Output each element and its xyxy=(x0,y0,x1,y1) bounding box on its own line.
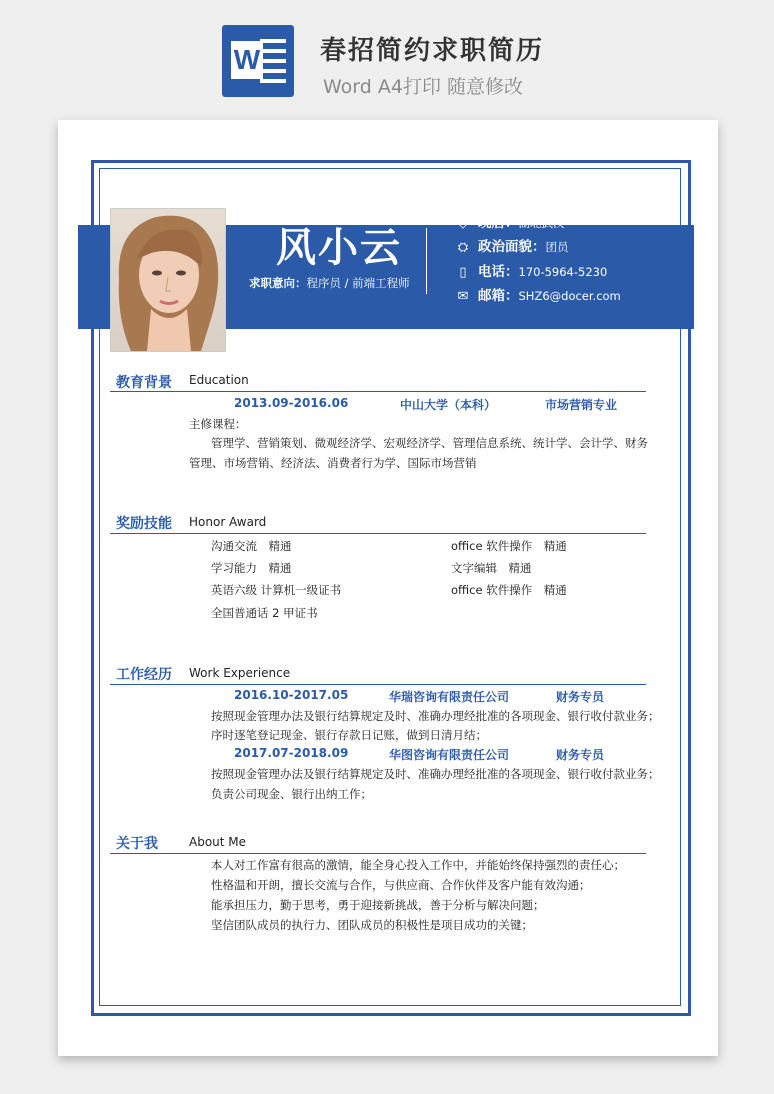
about-rule xyxy=(110,853,646,854)
courses-line: 管理学、营销策划、微观经济学、宏观经济学、管理信息系统、统计学、会计学、财务 xyxy=(211,436,648,450)
work-title: 工作经历 xyxy=(116,667,172,683)
job-duty: 负责公司现金、银行出纳工作； xyxy=(211,787,372,801)
mail-icon: ✉ xyxy=(457,289,469,304)
honor-title-en: Honor Award xyxy=(189,515,267,529)
contact-label: 政治面貌： xyxy=(478,239,546,255)
education-school: 中山大学（本科） xyxy=(400,398,497,412)
contact-label: 现居： xyxy=(478,215,519,231)
job-period: 2017.07-2018.09 xyxy=(234,746,349,760)
education-major: 市场营销专业 xyxy=(545,398,618,412)
phone-icon: ▯ xyxy=(459,265,467,280)
contact-value: 团员 xyxy=(545,240,569,254)
honor-item: 学习能力 精通 xyxy=(211,561,292,575)
contact-label: 电话： xyxy=(478,264,519,280)
about-line: 性格温和开朗，擅长交流与合作，与供应商、合作伙伴及客户能有效沟通； xyxy=(211,878,591,892)
contact-phone xyxy=(456,263,607,281)
education-title: 教育背景 xyxy=(116,375,172,391)
word-letter: W xyxy=(231,41,263,79)
about-title: 关于我 xyxy=(116,836,158,852)
job-period: 2016.10-2017.05 xyxy=(234,688,349,702)
word-icon xyxy=(222,25,294,97)
job-role: 财务专员 xyxy=(556,748,605,762)
top-banner xyxy=(0,0,774,118)
job-intent-label: 求职意向： xyxy=(249,276,307,290)
work-title-en: Work Experience xyxy=(189,666,291,680)
education-title-en: Education xyxy=(189,373,249,387)
honor-item: office 软件操作 精通 xyxy=(451,539,567,553)
education-rule xyxy=(110,391,646,392)
candidate-name: 风小云 xyxy=(276,225,402,271)
honor-title: 奖励技能 xyxy=(116,516,172,532)
contact-value: SHZ6@docer.com xyxy=(518,289,621,303)
job-company: 华图咨询有限责任公司 xyxy=(389,748,510,762)
honor-item: office 软件操作 精通 xyxy=(451,583,567,597)
profile-photo xyxy=(110,208,226,352)
job-company: 华瑞咨询有限责任公司 xyxy=(389,690,510,704)
courses-line: 管理、市场营销、经济法、消费者行为学、国际市场营销 xyxy=(189,456,477,470)
contact-value: 湖北武汉 xyxy=(518,216,565,230)
resume-page xyxy=(58,120,718,1056)
job-duty: 按照现金管理办法及银行结算规定及时、准确办理经批准的各项现金、银行收付款业务； xyxy=(211,767,660,781)
contact-email xyxy=(456,287,621,305)
about-title-en: About Me xyxy=(189,835,247,849)
job-intent xyxy=(249,275,410,291)
contact-location xyxy=(456,214,565,232)
banner-subtitle: Word A4打印 随意修改 xyxy=(323,76,524,98)
about-line: 坚信团队成员的执行力、团队成员的积极性是项目成功的关键； xyxy=(211,918,533,932)
header-divider xyxy=(426,228,427,294)
banner-title: 春招简约求职简历 xyxy=(320,36,545,66)
honor-item: 文字编辑 精通 xyxy=(451,561,532,575)
honor-item: 沟通交流 精通 xyxy=(211,539,292,553)
contact-value: 170-5964-5230 xyxy=(518,265,608,279)
job-duty: 按照现金管理办法及银行结算规定及时、准确办理经批准的各项现金、银行收付款业务； xyxy=(211,709,660,723)
honor-item: 全国普通话 2 甲证书 xyxy=(211,606,318,620)
education-period: 2013.09-2016.06 xyxy=(234,396,349,410)
honor-rule xyxy=(110,533,646,534)
job-role: 财务专员 xyxy=(556,690,605,704)
contact-label: 邮箱： xyxy=(478,288,519,304)
work-rule xyxy=(110,684,646,685)
about-line: 本人对工作富有很高的激情，能全身心投入工作中，并能始终保持强烈的责任心； xyxy=(211,858,625,872)
location-icon: ◇ xyxy=(458,216,468,231)
honor-item: 英语六级 计算机一级证书 xyxy=(211,583,342,597)
job-duty: 序时逐笔登记现金、银行存款日记账，做到日清月结； xyxy=(211,728,487,742)
contact-political xyxy=(456,238,569,256)
job-intent-value: 程序员 / 前端工程师 xyxy=(306,276,410,290)
about-line: 能承担压力，勤于思考，勇于迎接新挑战，善于分析与解决问题； xyxy=(211,898,545,912)
person-icon: ⛭ xyxy=(457,240,469,255)
courses-label: 主修课程： xyxy=(189,417,247,431)
